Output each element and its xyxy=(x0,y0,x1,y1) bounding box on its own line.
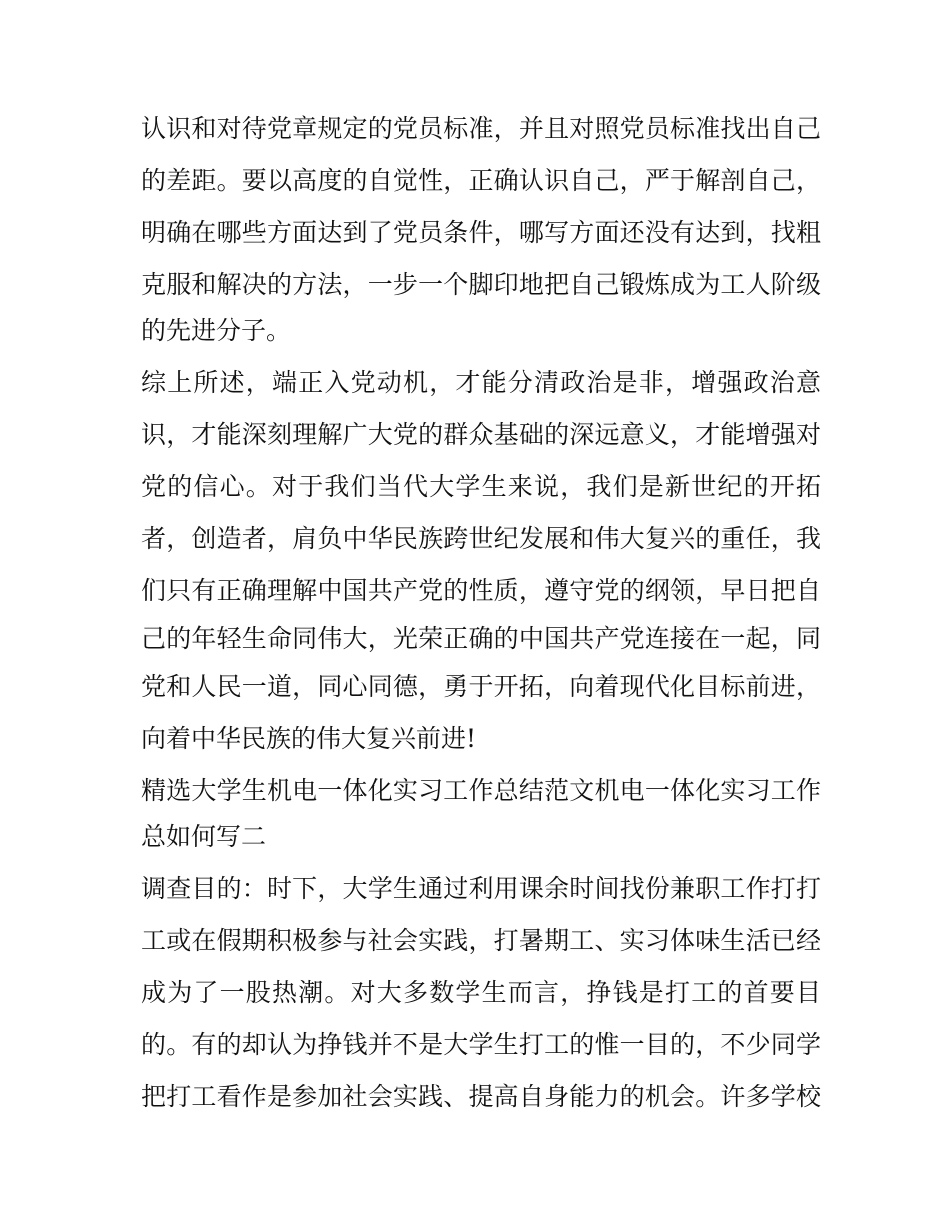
text-line: 者，创造者，肩负中华民族跨世纪发展和伟大复兴的重任，我 xyxy=(141,524,821,553)
heading-line: 精选大学生机电一体化实习工作总结范文机电一体化实习工作 xyxy=(141,776,821,805)
text-line: 综上所述，端正入党动机，才能分清政治是非，增强政治意 xyxy=(141,368,821,397)
text-line: 把打工看作是参加社会实践、提高自身能力的机会。许多学校 xyxy=(141,1082,821,1111)
text-line: 认识和对待党章规定的党员标准，并且对照党员标准找出自己 xyxy=(141,114,821,143)
heading-line: 总如何写二 xyxy=(141,822,267,851)
text-line: 的。有的却认为挣钱并不是大学生打工的惟一目的，不少同学 xyxy=(141,1030,821,1059)
text-line: 己的年轻生命同伟大，光荣正确的中国共产党连接在一起，同 xyxy=(141,624,821,653)
text-line: 识，才能深刻理解广大党的群众基础的深远意义，才能增强对 xyxy=(141,420,821,449)
text-line: 党的信心。对于我们当代大学生来说，我们是新世纪的开拓 xyxy=(141,472,821,501)
text-line: 调查目的：时下，大学生通过利用课余时间找份兼职工作打打 xyxy=(141,874,821,903)
text-line: 工或在假期积极参与社会实践，打暑期工、实习体味生活已经 xyxy=(141,926,821,955)
text-line: 的先进分子。 xyxy=(141,316,292,345)
text-line: 明确在哪些方面达到了党员条件，哪写方面还没有达到，找粗 xyxy=(141,218,821,247)
text-line: 克服和解决的方法，一步一个脚印地把自己锻炼成为工人阶级 xyxy=(141,270,821,299)
text-line: 的差距。要以高度的自觉性，正确认识自己，严于解剖自己， xyxy=(141,166,821,195)
text-line: 党和人民一道，同心同德，勇于开拓，向着现代化目标前进， xyxy=(141,672,821,701)
text-line: 们只有正确理解中国共产党的性质，遵守党的纲领，早日把自 xyxy=(141,576,821,605)
text-line: 向着中华民族的伟大复兴前进! xyxy=(141,724,477,753)
text-line: 成为了一股热潮。对大多数学生而言，挣钱是打工的首要目 xyxy=(141,978,821,1007)
